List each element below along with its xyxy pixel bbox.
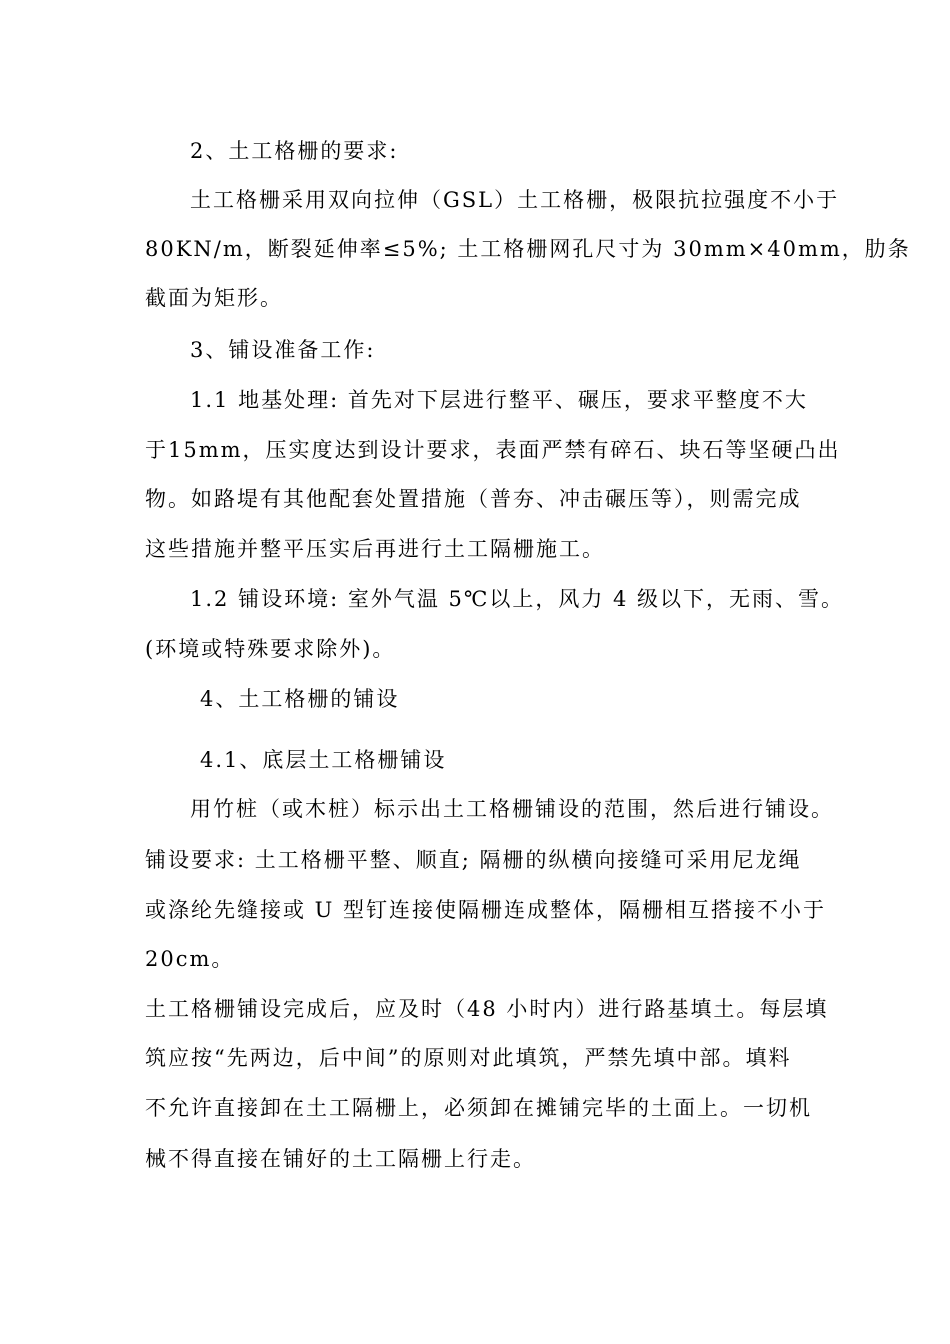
paragraph-line: 物。如路堤有其他配套处置措施（普夯、冲击碾压等），则需完成 — [145, 487, 802, 511]
paragraph-line: 土工格栅采用双向拉伸（GSL）土工格栅，极限抗拉强度不小于 — [190, 188, 840, 212]
section-4-1-heading: 4.1、底层土工格栅铺设 — [200, 748, 447, 772]
paragraph-line: (环境或特殊要求除外)。 — [145, 637, 396, 661]
paragraph-line: 1.1 地基处理: 首先对下层进行整平、碾压，要求平整度不大 — [190, 388, 808, 412]
paragraph-line: 截面为矩形。 — [145, 286, 283, 310]
section-4-heading: 4、土工格栅的铺设 — [200, 687, 400, 711]
paragraph-line: 或涤纶先缝接或 U 型钉连接使隔栅连成整体，隔栅相互搭接不小于 — [145, 898, 827, 922]
paragraph-line: 于15mm，压实度达到设计要求，表面严禁有碎石、块石等坚硬凸出 — [145, 438, 841, 462]
section-2-heading: 2、土工格栅的要求: — [190, 139, 399, 163]
paragraph-line: 用竹桩（或木桩）标示出土工格栅铺设的范围，然后进行铺设。 — [190, 797, 834, 821]
section-3-heading: 3、铺设准备工作: — [190, 338, 376, 362]
paragraph-line: 80KN/m，断裂延伸率≤5%; 土工格栅网孔尺寸为 30mm×40mm，肋条 — [145, 237, 911, 261]
paragraph-line: 这些措施并整平压实后再进行土工隔栅施工。 — [145, 537, 605, 561]
paragraph-line: 1.2 铺设环境: 室外气温 5℃以上，风力 4 级以下，无雨、雪。 — [190, 587, 845, 611]
paragraph-line: 铺设要求: 土工格栅平整、顺直; 隔栅的纵横向接缝可采用尼龙绳 — [145, 848, 802, 872]
paragraph-line: 不允许直接卸在土工隔栅上，必须卸在摊铺完毕的土面上。一切机 — [145, 1096, 812, 1120]
paragraph-line: 筑应按“先两边，后中间”的原则对此填筑，严禁先填中部。填料 — [145, 1046, 792, 1070]
paragraph-line: 20cm。 — [145, 947, 235, 971]
paragraph-line: 械不得直接在铺好的土工隔栅上行走。 — [145, 1147, 536, 1171]
paragraph-line: 土工格栅铺设完成后，应及时（48 小时内）进行路基填土。每层填 — [145, 997, 829, 1021]
